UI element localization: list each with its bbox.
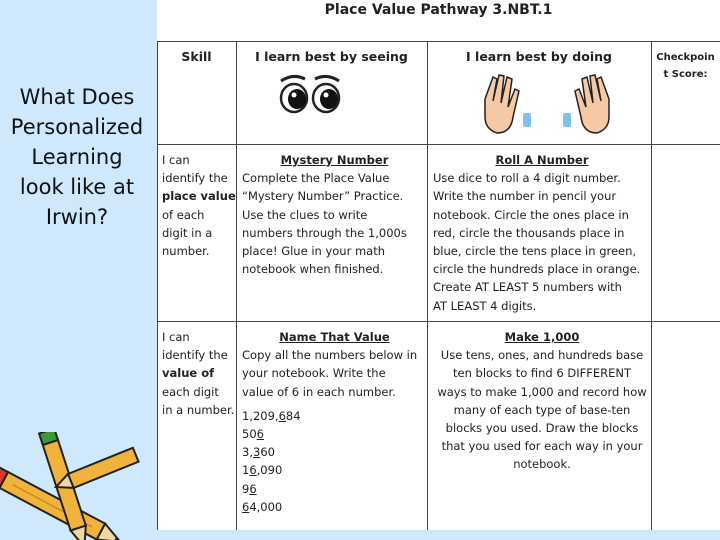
skill-line: identify the [162, 348, 228, 363]
number-item [242, 461, 427, 479]
slide-title-line: look like at [19, 175, 135, 199]
activity-line: blue, circle the tens place in green, [433, 244, 637, 259]
pathway-table [157, 41, 720, 530]
activity-line: circle the hundreds place in orange. [433, 262, 641, 277]
header-checkpoint [651, 49, 720, 83]
skill-line: I can [162, 330, 190, 344]
number-part: 4,000 [249, 499, 283, 514]
number-item [242, 498, 427, 516]
activity-line: ten blocks to find 6 DIFFERENT [453, 366, 631, 381]
activity-line: numbers through the 1,000s [242, 225, 407, 240]
document-title: Place Value Pathway 3.NBT.1 [324, 2, 553, 18]
number-underlined-digit: 6 [249, 463, 257, 478]
activity-line: blocks you used. Draw the blocks [445, 421, 639, 436]
activity-line: notebook when finished. [242, 262, 384, 277]
eyes-icon [275, 71, 345, 117]
activity-line: Complete the Place Value [242, 171, 390, 186]
skill-line: each digit [162, 384, 219, 399]
skill-line: in a number. [162, 402, 235, 417]
table-border [157, 41, 158, 530]
number-item [242, 425, 427, 443]
activity-title: Name That Value [279, 330, 390, 344]
skill-keyword: place value [162, 189, 236, 204]
number-part: 1 [242, 463, 250, 478]
skill-line [162, 364, 236, 382]
number-part: 9 [242, 481, 250, 496]
number-part: 50 [242, 427, 257, 442]
pencils-clipart [0, 432, 150, 540]
hands-icon [477, 69, 617, 139]
skill-line: I can [162, 153, 190, 167]
activity-line: Use dice to roll a 4 digit number. [433, 171, 621, 186]
number-part: 3, [242, 445, 253, 460]
header-skill: Skill [181, 49, 212, 64]
activity-line: that you used for each way in your [441, 439, 643, 454]
row1-skill [162, 151, 236, 260]
activity-title: Mystery Number [280, 153, 389, 167]
number-part: ,090 [256, 463, 283, 478]
row1-seeing-activity [242, 151, 427, 278]
header-seeing: I learn best by seeing [255, 49, 408, 64]
activity-line: Use tens, ones, and hundreds base [440, 348, 644, 363]
skill-line [162, 187, 236, 205]
header-checkpoint-line: Checkpoin [656, 52, 715, 63]
number-part: 84 [285, 408, 301, 423]
slide-left-panel [0, 0, 157, 540]
activity-line: Copy all the numbers below in [242, 348, 418, 363]
activity-line: red, circle the thousands place in [433, 225, 625, 240]
activity-title: Roll A Number [495, 153, 589, 167]
number-item [242, 480, 427, 498]
activity-line: your notebook. Write the [242, 366, 386, 381]
table-border [157, 321, 720, 322]
number-underlined-digit: 6 [256, 427, 264, 442]
table-border [236, 41, 237, 530]
slide-title-line: Irwin? [45, 205, 109, 229]
activity-line: ways to make 1,000 and record how [437, 384, 647, 399]
table-border [157, 144, 720, 145]
activity-line: many of each type of base-ten [453, 402, 631, 417]
activity-line: value of 6 in each number. [242, 384, 396, 399]
activity-line: notebook. Circle the ones place in [433, 207, 629, 222]
slide-title-line: Personalized [10, 115, 144, 139]
activity-line: notebook. [513, 457, 571, 472]
number-underlined-digit: 6 [249, 481, 257, 496]
skill-line: number. [162, 244, 210, 259]
activity-line: AT LEAST 4 digits. [433, 298, 537, 313]
number-underlined-digit: 3 [252, 445, 261, 460]
number-underlined-digit: 6 [278, 408, 286, 423]
slide-title-line: Learning [31, 145, 123, 169]
number-part: 1,209, [242, 408, 279, 423]
activity-title: Make 1,000 [504, 330, 580, 344]
row1-doing-activity [433, 151, 651, 315]
activity-line: Write the number in pencil your [433, 189, 617, 204]
activity-line: Use the clues to write [242, 207, 368, 222]
table-border [427, 41, 428, 530]
skill-line: of each [162, 207, 205, 222]
header-doing: I learn best by doing [466, 49, 612, 64]
skill-keyword: value of [162, 366, 215, 381]
activity-line: “Mystery Number” Practice. [242, 189, 404, 204]
header-checkpoint-line: t Score: [663, 69, 708, 80]
table-border [157, 41, 720, 42]
row2-doing-activity [433, 328, 651, 474]
number-item [242, 407, 427, 425]
slide-title [2, 82, 152, 232]
activity-line: place! Glue in your math [242, 244, 386, 259]
worksheet-document [157, 0, 720, 530]
skill-line: identify the [162, 171, 228, 186]
number-part: 60 [260, 445, 275, 460]
number-underlined-digit: 6 [242, 499, 250, 514]
number-item [242, 443, 427, 461]
skill-line: digit in a [162, 225, 213, 240]
table-border [651, 41, 652, 530]
slide-title-line: What Does [19, 85, 135, 109]
row2-seeing-activity [242, 328, 427, 516]
row2-skill [162, 328, 236, 419]
activity-line: Create AT LEAST 5 numbers with [433, 280, 622, 295]
